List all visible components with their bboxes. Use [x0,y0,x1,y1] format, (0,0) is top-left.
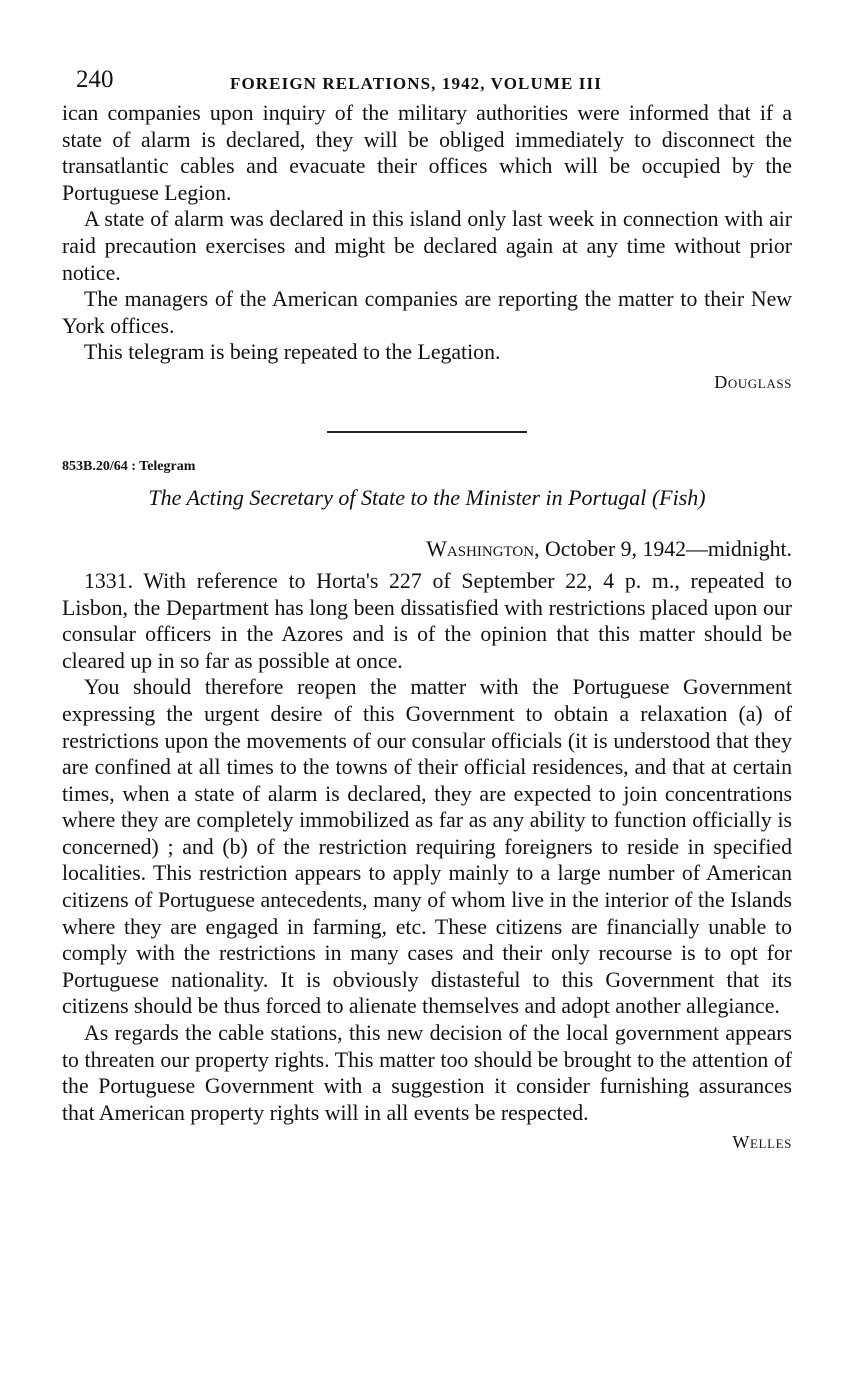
paragraph: You should therefore reopen the matter with the Portuguese Government expressing the urgent desire of this Government to obtain a relaxation (a) of restrictions upon the movements of our consular officials (it is understood that they are confined at all times to the towns of their official residences, and that at certain times, when a state of alarm is declared, they are expected to join concentrations where they are completely immobilized as far as any ability to function officially is concerned) ; and (b) of the restriction requiring foreigners to reside in specified localities. This restriction appears to apply mainly to a large number of American citizens of Portuguese antecedents, many of whom live in the interior of the Islands where they are engaged in farming, etc. These citizens are financially unable to comply with the restrictions in many cases and their only recourse is to opt for Portuguese nationality. It is obviously distasteful to this Government that its citizens should be thus forced to alienate themselves and adopt another allegiance. [62,675,792,1019]
signature-welles: Welles [732,1132,792,1153]
dateline [62,537,792,562]
paragraph: 1331. With reference to Horta's 227 of September 22, 4 p. m., repeated to Lisbon, the Department has long been dissatisfied with restrictions placed upon our consular officers in the Azores and is of the opinion that this matter should be cleared up in so far as possible at once. [62,568,792,673]
running-head [62,60,792,100]
page-number: 240 [76,66,114,93]
first-document [62,100,792,393]
dateline-place: Washington, [426,536,540,561]
second-document [62,459,792,1153]
paragraph: ican companies upon inquiry of the military authorities were informed that if a state of alarm is declared, they will be obliged immediately to disconnect the transatlantic cables and evacuate their offices which will be occupied by the Portuguese Legion. [62,101,792,205]
paragraph: This telegram is being repeated to the Legation. [84,340,501,365]
paragraph: The managers of the American companies are reporting the matter to their New York offices. [62,287,792,338]
volume-title: FOREIGN RELATIONS, 1942, VOLUME III [230,74,602,93]
document-reference: 853B.20/64 : Telegram [62,458,196,474]
signature-douglass: Douglass [714,371,792,392]
section-divider [327,431,527,433]
paragraph: A state of alarm was declared in this island only last week in connection with air raid precaution exercises and might be declared again at any time without prior notice. [62,207,792,285]
dateline-date: October 9, 1942—midnight. [539,536,792,561]
paragraph: As regards the cable stations, this new decision of the local government appears to threaten our property rights. This matter too should be brought to the attention of the Portuguese Government with a suggestion it consider furnishing assurances that American property rights will in all events be respected. [62,1021,792,1125]
document-title: The Acting Secretary of State to the Minister in Portugal (Fish) [148,484,706,510]
document-page [62,60,792,1153]
